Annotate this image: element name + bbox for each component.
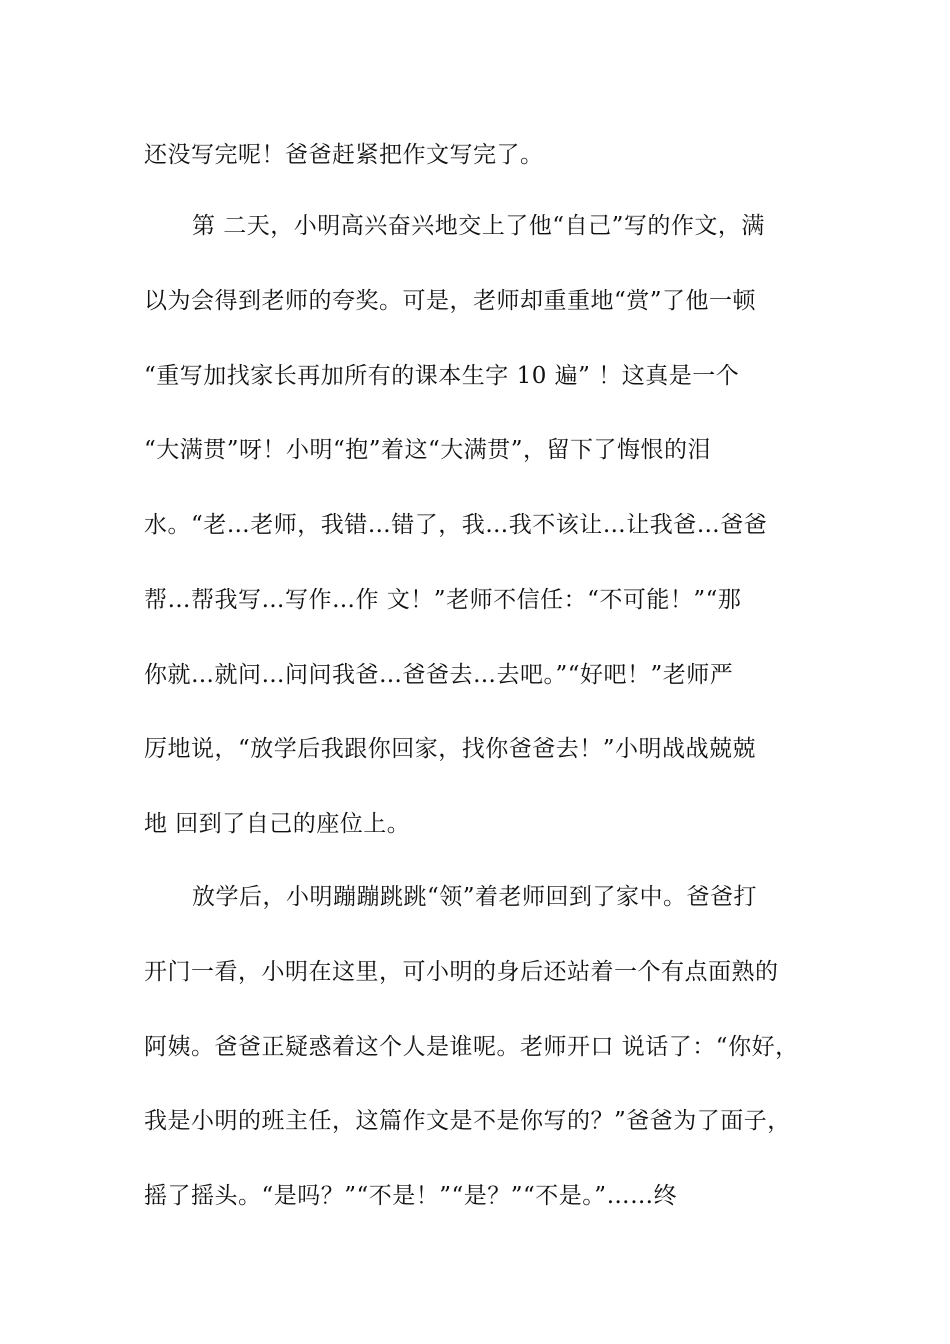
text-line: 摇了摇头。“是吗？”“不是！”“是？”“不是。”……终 (144, 1183, 678, 1209)
text-line: 地 回到了自己的座位上。 (144, 811, 411, 837)
text-line: 我是小明的班主任，这篇作文是不是你写的？”爸爸为了面子， (144, 1108, 791, 1134)
text-line: 帮…帮我写…写作…作 文！”老师不信任：“不可能！”“那 (144, 587, 742, 613)
text-line: “重写加找家长再加所有的课本生字 10 遍” ！这真是一个 (144, 363, 740, 389)
paragraph-first-line: 放学后，小明蹦蹦跳跳“领”着老师回到了家中。爸爸打 (192, 884, 758, 910)
text-line: “大满贯”呀！小明“抱”着这“大满贯”，留下了悔恨的泪 (144, 437, 712, 463)
paragraph-first-line: 第 二天，小明高兴奋兴地交上了他“自己”写的作文，满 (192, 213, 765, 239)
text-line: 你就…就问…问问我爸…爸爸去…去吧。”“好吧！”老师严 (144, 662, 734, 688)
text-line: 厉地说，“放学后我跟你回家，找你爸爸去！”小明战战兢兢 (144, 736, 757, 762)
text-line: 水。“老…老师，我错…错了，我…我不该让…让我爸…爸爸 (144, 512, 768, 538)
text-line: 开门一看，小明在这里，可小明的身后还站着一个有点面熟的 (144, 959, 779, 985)
text-line: 还没写完呢！爸爸赶紧把作文写完了。 (144, 142, 544, 168)
text-line: 阿姨。爸爸正疑惑着这个人是谁呢。老师开口 说话了：“你好， (144, 1034, 799, 1060)
text-line: 以为会得到老师的夸奖。可是，老师却重重地“赏”了他一顿 (144, 288, 757, 314)
